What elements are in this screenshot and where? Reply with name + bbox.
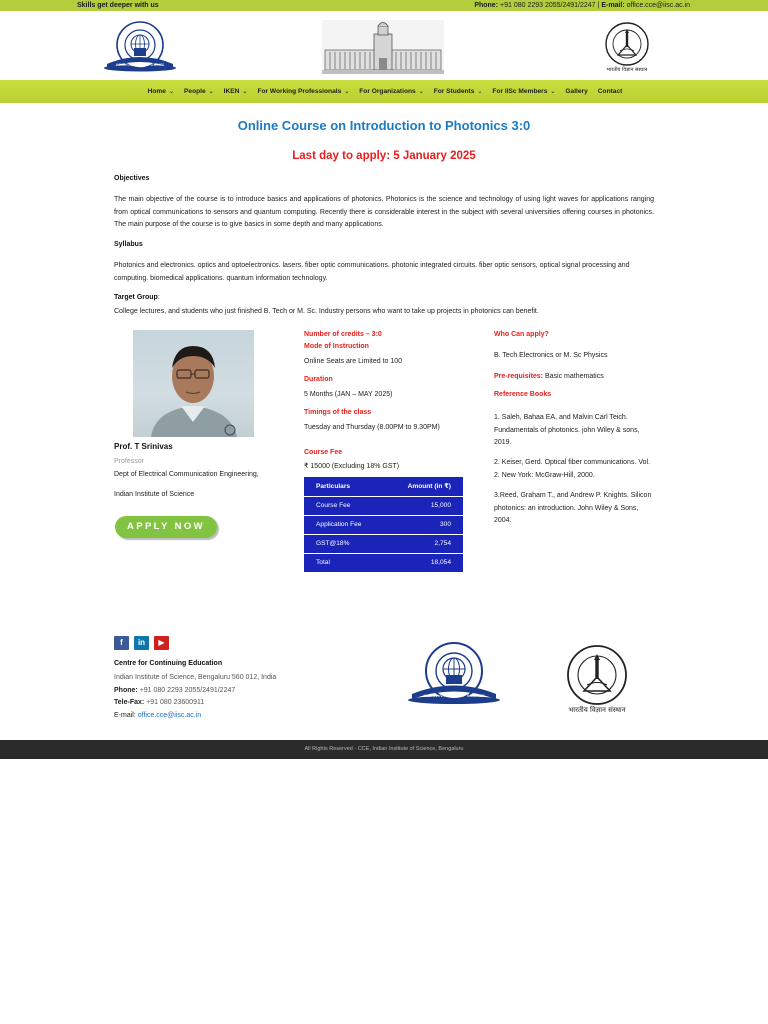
fee-amount: 2,754 <box>385 534 463 553</box>
logo-header <box>0 11 768 80</box>
mode-heading: Mode of Instruction <box>304 343 369 350</box>
nav-item-home[interactable] <box>148 88 174 95</box>
svg-text:INDIAN INSTITUTE OF SCIENCE: INDIAN INSTITUTE OF SCIENCE <box>115 63 165 67</box>
footer-email <box>114 710 201 722</box>
fee-table-header-row <box>304 477 463 496</box>
fee-amount: 300 <box>385 515 463 534</box>
target-group <box>114 294 160 301</box>
nav-item-for-working-professionals[interactable] <box>257 88 349 95</box>
instructor-designation: Professor <box>114 458 144 465</box>
footer-email-link[interactable]: office.cce@iisc.ac.in <box>137 712 202 719</box>
nav-item-label: Home <box>147 88 166 95</box>
footer-address: Indian Institute of Science, Bengaluru 560 012, India <box>114 674 277 681</box>
iisc-building-image <box>322 20 444 74</box>
fee-table-row <box>304 553 463 572</box>
footer-iisc-logo[interactable] <box>557 643 637 715</box>
apply-now-button[interactable]: APPLY NOW <box>115 516 217 538</box>
nav-list <box>0 80 768 103</box>
objectives-heading: Objectives <box>114 175 150 182</box>
svg-text:भारतीय विज्ञान संस्थान: भारतीय विज्ञान संस्थान <box>568 706 626 714</box>
target-colon: : <box>157 294 160 301</box>
reference-books-heading: Reference Books <box>494 391 552 398</box>
email-address[interactable]: office.cce@iisc.ac.in <box>626 2 690 9</box>
nav-item-iken[interactable] <box>224 88 248 95</box>
svg-text:भारतीय विज्ञान संस्थान: भारतीय विज्ञान संस्थान <box>606 67 648 73</box>
book-1: 1. Saleh, Bahaa EA, and Malvin Carl Teich. Fundamentals of photonics. john Wiley & sons, 2019. <box>494 414 640 446</box>
nav-item-label: For IISc Members <box>492 88 548 95</box>
tagline: Skills get deeper with us <box>77 2 159 9</box>
duration-text: 5 Months (JAN – MAY 2025) <box>304 391 393 398</box>
nav-item-contact[interactable] <box>598 88 623 95</box>
nav-item-gallery[interactable] <box>565 88 587 95</box>
copyright-text: All Rights Reserved - CCE, Indian Institute of Science, Bengaluru <box>304 746 464 752</box>
nav-item-for-students[interactable] <box>434 88 483 95</box>
instructor-portrait <box>133 330 254 437</box>
main-nav <box>0 80 768 103</box>
chevron-down-icon: ⌄ <box>550 89 556 95</box>
phone-label: Phone: <box>474 2 499 9</box>
cce-logo[interactable] <box>103 20 178 72</box>
syllabus-heading: Syllabus <box>114 241 143 248</box>
fee-particular: GST@18% <box>304 534 385 553</box>
book-3: 3.Reed, Graham T., and Andrew P. Knights. Silicon photonics: an introduction. John Wiley & Sons, 2004. <box>494 492 652 524</box>
footer-cce-logo[interactable] <box>406 641 502 705</box>
target-heading: Target Group <box>114 294 158 301</box>
nav-item-label: People <box>184 88 206 95</box>
nav-item-people[interactable] <box>184 88 214 95</box>
fee-particular: Course Fee <box>304 496 385 515</box>
chevron-down-icon: ⌄ <box>242 89 248 95</box>
nav-item-for-iisc-members[interactable] <box>492 88 555 95</box>
nav-item-label: For Students <box>433 88 475 95</box>
prereq-label: Pre-requisites: <box>494 373 544 380</box>
fee-table-header: Particulars <box>304 477 385 496</box>
fee-amount: 18,054 <box>430 559 451 567</box>
target-text: College lectures, and students who just finished B. Tech or M. Sc. Industry persons who want to take up projects in photonics can benefit. <box>114 308 539 315</box>
instructor-department: Dept of Electrical Communication Engineering, <box>114 471 259 478</box>
nav-item-for-organizations[interactable] <box>359 88 423 95</box>
top-bar <box>0 0 768 11</box>
footer-telefax <box>114 697 204 709</box>
objectives-text: The main objective of the course is to introduce basics and applications of photonics. Photonics is the science and technology of using light waves for applications ranging from optical communications to sensors and quantum computing. Recently there is considerable interest in the subject with several universities offering courses in photonics. The main purpose of the course is to give basics in some depth and many applications. <box>114 196 654 228</box>
iisc-emblem-logo[interactable] <box>598 21 656 73</box>
nav-item-label: Contact <box>597 88 623 95</box>
timings-heading: Timings of the class <box>304 409 372 416</box>
chevron-down-icon: ⌄ <box>168 89 174 95</box>
email-label: E-mail: <box>601 2 625 9</box>
footer-email-label: E-mail: <box>114 712 136 719</box>
who-can-apply-text: B. Tech Electronics or M. Sc Physics <box>494 352 608 359</box>
linkedin-icon[interactable]: in <box>134 636 149 650</box>
instructor-institute: Indian Institute of Science <box>114 491 195 498</box>
footer-phone-number: +91 080 2293 2055/2491/2247 <box>139 687 236 694</box>
separator: | <box>597 2 600 9</box>
fee-table-body <box>304 496 463 572</box>
footer-telefax-number: +91 080 23600911 <box>146 699 205 706</box>
book-2: 2. Keiser, Gerd. Optical fiber communications. Vol. 2. New York: McGraw-Hill, 2000. <box>494 459 651 479</box>
top-contact <box>474 0 690 11</box>
prerequisites <box>494 371 604 383</box>
nav-item-label: Gallery <box>565 88 588 95</box>
phone-number: +91 080 2293 2055/2491/2247 <box>500 2 596 9</box>
fee-table-row <box>304 496 463 515</box>
nav-item-label: For Organizations <box>359 88 416 95</box>
copyright-bar <box>0 740 768 759</box>
credits-heading: Number of credits – 3:0 <box>304 331 382 338</box>
svg-text:INDIAN INSTITUTE OF SCIENCE: INDIAN INSTITUTE OF SCIENCE <box>423 693 485 698</box>
fee-table-header: Amount (in ₹) <box>385 477 463 496</box>
footer-telefax-label: Tele-Fax: <box>114 699 145 706</box>
instructor-photo <box>133 330 254 437</box>
duration-heading: Duration <box>304 376 333 383</box>
footer-phone <box>114 685 235 697</box>
fee-table-row <box>304 534 463 553</box>
mode-text: Online Seats are Limited to 100 <box>304 358 403 365</box>
who-can-apply-heading: Who Can apply? <box>494 331 549 338</box>
instructor-name: Prof. T Srinivas <box>114 442 173 451</box>
fee-particular: Application Fee <box>304 515 385 534</box>
fee-particular: Total <box>316 559 330 567</box>
fee-amount: 15,000 <box>385 496 463 515</box>
youtube-icon[interactable]: ▶ <box>154 636 169 650</box>
fee-text: ₹ 15000 (Excluding 18% GST) <box>304 463 400 470</box>
fee-heading: Course Fee <box>304 449 343 456</box>
syllabus-text: Photonics and electronics. optics and optoelectronics. lasers. fiber optic communications. photonic integrated circuits. fiber optic sensors, optical signal processing and computing. biomedical applications. quantum information technology. <box>114 262 630 282</box>
chevron-down-icon: ⌄ <box>344 89 350 95</box>
chevron-down-icon: ⌄ <box>477 89 483 95</box>
fee-table <box>304 477 463 572</box>
prereq-text: Basic mathematics <box>544 373 604 380</box>
nav-item-label: IKEN <box>223 88 240 95</box>
chevron-down-icon: ⌄ <box>418 89 424 95</box>
nav-item-label: For Working Professionals <box>257 88 342 95</box>
fee-table-row <box>304 515 463 534</box>
course-title: Online Course on Introduction to Photonics 3:0 <box>237 118 531 133</box>
timings-text: Tuesday and Thursday (8.00PM to 9.30PM) <box>304 424 440 431</box>
footer-phone-label: Phone: <box>114 687 138 694</box>
application-deadline: Last day to apply: 5 January 2025 <box>292 150 476 162</box>
chevron-down-icon: ⌄ <box>208 89 214 95</box>
facebook-icon[interactable]: f <box>114 636 129 650</box>
footer-org-name: Centre for Continuing Education <box>114 660 223 667</box>
